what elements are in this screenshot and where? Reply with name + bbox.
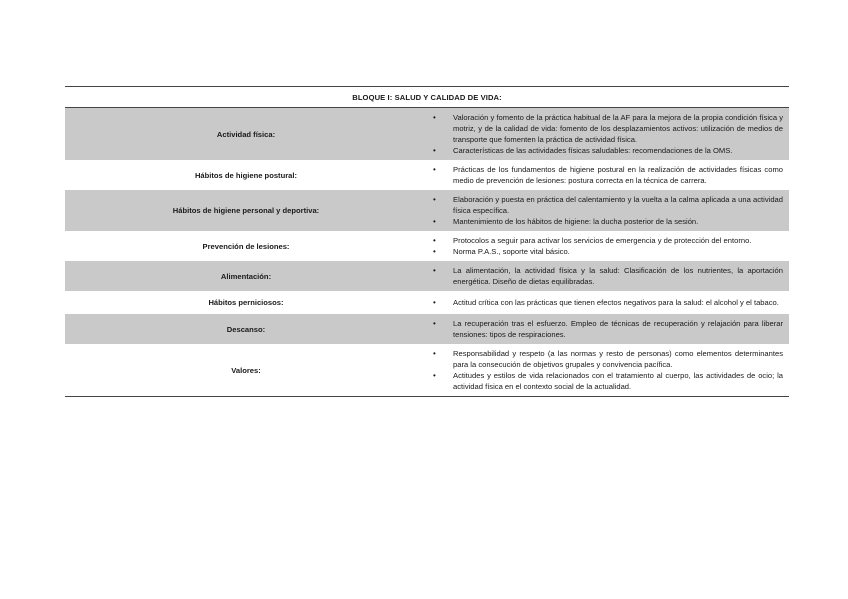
list-item: • Elaboración y puesta en práctica del calentamiento y la vuelta a la calma aplicada a una actividad física específica. bbox=[427, 194, 783, 216]
row-description bbox=[427, 231, 789, 261]
table-row bbox=[65, 261, 789, 291]
list-item: • Mantenimiento de los hábitos de higiene: la ducha posterior de la sesión. bbox=[427, 216, 783, 227]
table-title: BLOQUE I: SALUD Y CALIDAD DE VIDA: bbox=[65, 87, 789, 108]
row-description bbox=[427, 108, 789, 161]
content-table bbox=[65, 86, 789, 397]
bullet-list bbox=[427, 235, 783, 257]
list-item: • Actitud crítica con las prácticas que tienen efectos negativos para la salud: el alcohol y el tabaco. bbox=[427, 297, 783, 308]
list-item: • Características de las actividades físicas saludables: recomendaciones de la OMS. bbox=[427, 145, 783, 156]
table-row bbox=[65, 231, 789, 261]
list-item: • Protocolos a seguir para activar los servicios de emergencia y de protección del entorno. bbox=[427, 235, 783, 246]
list-item: • La alimentación, la actividad física y la salud: Clasificación de los nutrientes, la aportación energética. Diseño de dietas equilibradas. bbox=[427, 265, 783, 287]
row-category: Hábitos de higiene personal y deportiva: bbox=[65, 190, 427, 231]
row-category: Alimentación: bbox=[65, 261, 427, 291]
bullet-list bbox=[427, 194, 783, 227]
table-row bbox=[65, 314, 789, 344]
bullet-list bbox=[427, 112, 783, 156]
bullet-list bbox=[427, 348, 783, 392]
row-category: Hábitos perniciosos: bbox=[208, 298, 284, 307]
row-description bbox=[427, 291, 789, 314]
list-item: • Actitudes y estilos de vida relacionados con el tratamiento al cuerpo, las actividades de ocio; la actividad física en el contexto social de la actualidad. bbox=[427, 370, 783, 392]
row-description bbox=[427, 261, 789, 291]
table-row bbox=[65, 344, 789, 397]
list-item: • Valoración y fomento de la práctica habitual de la AF para la mejora de la propia condición física y motriz, y de la calidad de vida: fomento de los desplazamientos activos: utilización de medios de transporte que fomenten la práctica de actividad física. bbox=[427, 112, 783, 145]
table-row bbox=[65, 291, 789, 314]
list-item: • Responsabilidad y respeto (a las normas y resto de personas) como elementos determinantes para la consecución de objetivos grupales y convivencia pacífica. bbox=[427, 348, 783, 370]
row-category: Prevención de lesiones: bbox=[202, 241, 290, 251]
row-description bbox=[427, 314, 789, 344]
table-row bbox=[65, 108, 789, 161]
bullet-list bbox=[427, 265, 783, 287]
row-category: Actividad física: bbox=[65, 108, 427, 161]
list-item: • Norma P.A.S., soporte vital básico. bbox=[427, 246, 783, 257]
bullet-list bbox=[427, 297, 783, 308]
list-item: • Prácticas de los fundamentos de higiene postural en la realización de actividades físicas como medio de prevención de lesiones: postura correcta en la técnica de carrera. bbox=[427, 164, 783, 186]
table-row bbox=[65, 190, 789, 231]
row-category: Valores: bbox=[65, 344, 427, 397]
bullet-list bbox=[427, 318, 783, 340]
row-category: Hábitos de higiene postural: bbox=[194, 170, 298, 180]
row-category: Descanso: bbox=[65, 314, 427, 344]
table-header-row bbox=[65, 87, 789, 108]
table-row bbox=[65, 160, 789, 190]
list-item: • La recuperación tras el esfuerzo. Empleo de técnicas de recuperación y relajación para liberar tensiones: tipos de respiraciones. bbox=[427, 318, 783, 340]
row-description bbox=[427, 160, 789, 190]
row-description bbox=[427, 190, 789, 231]
row-description bbox=[427, 344, 789, 397]
bullet-list bbox=[427, 164, 783, 186]
